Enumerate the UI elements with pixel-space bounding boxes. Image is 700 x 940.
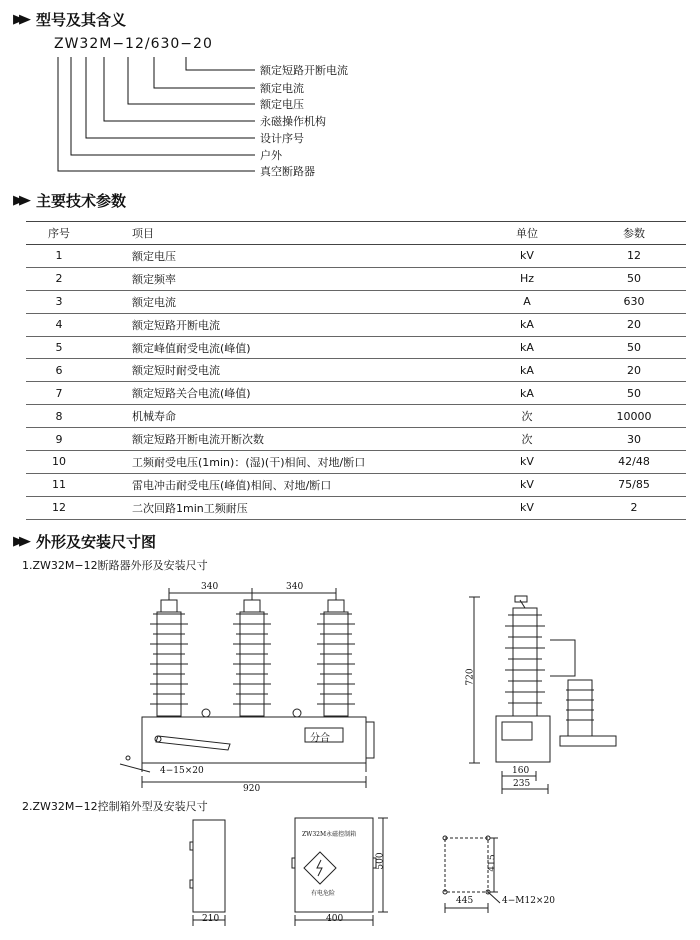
cell-value: 20 <box>582 313 686 336</box>
dim-400: 400 <box>326 914 344 924</box>
dim-mount-holes: 4−M12×20 <box>502 896 555 906</box>
dim-445: 445 <box>456 896 474 906</box>
cell-item: 额定短时耐受电流 <box>92 359 472 382</box>
cell-item: 雷电冲击耐受电压(峰值)相间、对地/断口 <box>92 473 472 496</box>
dim-720: 720 <box>465 668 476 686</box>
model-meaning-7: 真空断路器 <box>260 165 315 178</box>
cell-value: 30 <box>582 428 686 451</box>
section-title: 外形及安装尺寸图 <box>36 532 157 551</box>
cell-item: 额定电流 <box>92 290 472 313</box>
cell-value: 50 <box>582 336 686 359</box>
cell-index: 6 <box>26 359 92 382</box>
cell-index: 1 <box>26 245 92 268</box>
col-header-index: 序号 <box>26 222 92 245</box>
cell-index: 2 <box>26 267 92 290</box>
cell-unit: A <box>472 290 582 313</box>
model-meaning-5: 设计序号 <box>260 132 304 145</box>
cell-unit: kV <box>472 451 582 474</box>
dim-160: 160 <box>512 766 530 776</box>
switch-label: 分合 <box>310 733 330 744</box>
cell-index: 12 <box>26 496 92 519</box>
figure1-caption: 1.ZW32M−12断路器外形及安装尺寸 <box>22 559 208 572</box>
cell-index: 7 <box>26 382 92 405</box>
model-meaning-4: 永磁操作机构 <box>260 115 326 128</box>
figure2-caption: 2.ZW32M−12控制箱外型及安装尺寸 <box>22 800 208 813</box>
dim-920: 920 <box>243 784 261 794</box>
warning-text: 有电危险 <box>311 890 336 897</box>
cell-index: 8 <box>26 405 92 428</box>
cell-value: 10000 <box>582 405 686 428</box>
cell-item: 额定短路开断电流 <box>92 313 472 336</box>
double-arrow-icon: ▶▶ <box>13 533 25 549</box>
section-title: 主要技术参数 <box>36 191 127 210</box>
dim-235: 235 <box>513 779 531 789</box>
double-arrow-icon: ▶▶ <box>13 11 25 27</box>
cell-unit: kV <box>472 473 582 496</box>
cell-item: 额定峰值耐受电流(峰值) <box>92 336 472 359</box>
mount-hole-layout <box>445 838 488 892</box>
col-header-value: 参数 <box>582 222 686 245</box>
cell-unit: Hz <box>472 267 582 290</box>
box-title: ZW32M永磁控制箱 <box>302 831 357 838</box>
cell-value: 75/85 <box>582 473 686 496</box>
model-meaning-6: 户外 <box>260 149 282 162</box>
cell-unit: kV <box>472 496 582 519</box>
col-header-unit: 单位 <box>472 222 582 245</box>
cell-unit: 次 <box>472 428 582 451</box>
dim-340-right: 340 <box>286 582 304 592</box>
model-meaning-2: 额定电流 <box>260 82 304 95</box>
dim-340-left: 340 <box>201 582 219 592</box>
cell-index: 9 <box>26 428 92 451</box>
dim-210: 210 <box>202 914 220 924</box>
col-header-item: 项目 <box>92 222 472 245</box>
cell-unit: kA <box>472 336 582 359</box>
cell-value: 12 <box>582 245 686 268</box>
cell-item: 工频耐受电压(1min)：(湿)(干)相间、对地/断口 <box>92 451 472 474</box>
dim-500: 500 <box>375 852 386 870</box>
dim-415: 415 <box>487 854 498 872</box>
cell-index: 3 <box>26 290 92 313</box>
cell-index: 4 <box>26 313 92 336</box>
cell-value: 2 <box>582 496 686 519</box>
cell-item: 额定频率 <box>92 267 472 290</box>
cell-index: 11 <box>26 473 92 496</box>
cell-value: 50 <box>582 267 686 290</box>
double-arrow-icon: ▶▶ <box>13 192 25 208</box>
model-meaning-3: 额定电压 <box>260 98 304 111</box>
model-meaning-1: 额定短路开断电流 <box>260 64 348 77</box>
model-code: ZW32M−12/630−20 <box>54 36 213 52</box>
cell-item: 额定电压 <box>92 245 472 268</box>
cell-value: 20 <box>582 359 686 382</box>
cell-value: 42/48 <box>582 451 686 474</box>
cell-value: 50 <box>582 382 686 405</box>
cell-index: 10 <box>26 451 92 474</box>
cell-unit: kV <box>472 245 582 268</box>
box-side-view <box>193 820 225 912</box>
cell-unit: kA <box>472 313 582 336</box>
cell-item: 额定短路关合电流(峰值) <box>92 382 472 405</box>
cell-item: 二次回路1min工频耐压 <box>92 496 472 519</box>
cell-item: 额定短路开断电流开断次数 <box>92 428 472 451</box>
cell-item: 机械寿命 <box>92 405 472 428</box>
cell-unit: kA <box>472 382 582 405</box>
dim-holes: 4−15×20 <box>160 766 204 776</box>
section-title: 型号及其含义 <box>36 10 127 29</box>
cell-value: 630 <box>582 290 686 313</box>
cell-index: 5 <box>26 336 92 359</box>
cell-unit: 次 <box>472 405 582 428</box>
cell-unit: kA <box>472 359 582 382</box>
